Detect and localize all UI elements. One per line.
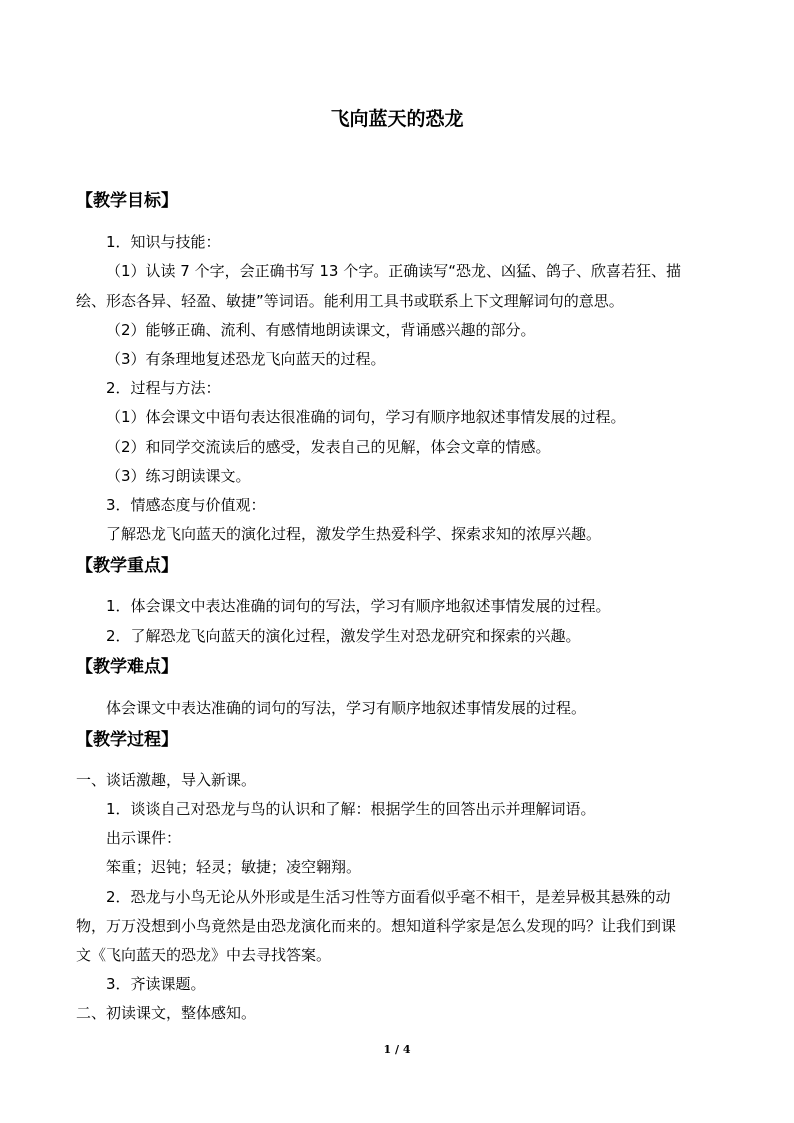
objectives-line: 1．知识与技能：: [106, 233, 221, 251]
process-line: 文《飞向蓝天的恐龙》中去寻找答案。: [76, 946, 332, 964]
difficulties-line: 体会课文中表达准确的词句的写法，学习有顺序地叙述事情发展的过程。: [106, 699, 587, 717]
process-line: 一、谈话激趣，导入新课。: [76, 771, 257, 789]
heading-key-points: 【教学重点】: [76, 556, 178, 576]
document-title: 飞向蓝天的恐龙: [330, 108, 464, 130]
objectives-line: （1）体会课文中语句表达很准确的词句，学习有顺序地叙述事情发展的过程。: [106, 408, 626, 426]
objectives-line: 2．过程与方法：: [106, 379, 221, 397]
heading-process: 【教学过程】: [76, 730, 178, 750]
key-points-line: 2．了解恐龙飞向蓝天的演化过程，激发学生对恐龙研究和探索的兴趣。: [106, 627, 581, 645]
objectives-line: （2）和同学交流读后的感受，发表自己的见解，体会文章的情感。: [106, 438, 551, 456]
process-line: 二、初读课文，整体感知。: [76, 1004, 257, 1022]
heading-difficulties: 【教学难点】: [76, 657, 178, 677]
page-indicator: 1 / 4: [383, 1043, 411, 1056]
objectives-line: 了解恐龙飞向蓝天的演化过程，激发学生热爱科学、探索求知的浓厚兴趣。: [106, 525, 602, 543]
objectives-line: 3．情感态度与价值观：: [106, 496, 266, 514]
process-line: 1．谈谈自己对恐龙与鸟的认识和了解：根据学生的回答出示并理解词语。: [106, 800, 596, 818]
heading-objectives: 【教学目标】: [76, 191, 178, 211]
process-line: 笨重；迟钝；轻灵；敏捷；凌空翱翔。: [106, 858, 362, 876]
process-line: 2．恐龙与小鸟无论从外形或是生活习性等方面看似乎毫不相干，是差异极其悬殊的动: [106, 888, 671, 906]
key-points-line: 1．体会课文中表达准确的词句的写法，学习有顺序地叙述事情发展的过程。: [106, 597, 611, 615]
objectives-line: （3）练习朗读课文。: [106, 467, 251, 485]
objectives-line: （1）认读 7 个字，会正确书写 13 个字。正确读写“恐龙、凶猛、鸽子、欣喜若狂、描: [106, 262, 682, 280]
objectives-line: （2）能够正确、流利、有感情地朗读课文，背诵感兴趣的部分。: [106, 321, 536, 339]
process-line: 3．齐读课题。: [106, 975, 206, 993]
objectives-line: 绘、形态各异、轻盈、敏捷”等词语。能利用工具书或联系上下文理解词句的意思。: [76, 292, 624, 310]
process-line: 物，万万没想到小鸟竟然是由恐龙演化而来的。想知道科学家是怎么发现的吗？让我们到课: [76, 917, 677, 935]
process-line: 出示课件：: [106, 829, 182, 847]
objectives-line: （3）有条理地复述恐龙飞向蓝天的过程。: [106, 350, 386, 368]
